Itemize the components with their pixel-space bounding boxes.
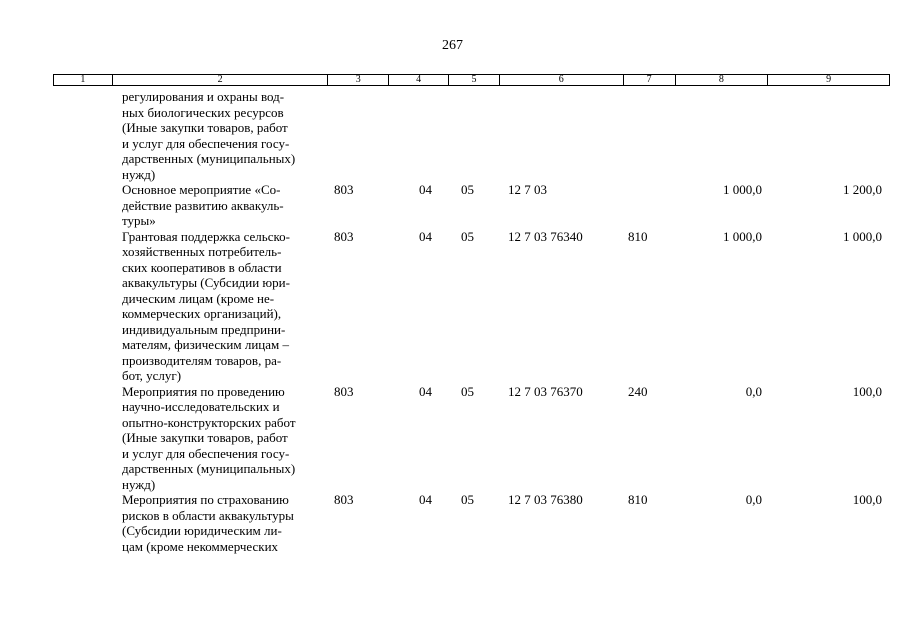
column-header-6: 6	[500, 75, 624, 85]
cell-col4	[389, 89, 449, 182]
cell-name	[112, 492, 328, 554]
cell-col4: 04	[419, 383, 432, 399]
column-header-9: 9	[826, 74, 832, 85]
name-line: дическим лицам (кроме не-	[122, 290, 275, 306]
cell-name	[112, 229, 328, 384]
column-header-4: 4	[389, 75, 449, 85]
cell-col4: 04	[419, 228, 432, 244]
name-line: действие развитию аквакуль-	[122, 197, 284, 213]
cell-col9	[769, 89, 890, 182]
cell-col5: 05	[461, 228, 474, 244]
cell-col9: 1 200,0	[843, 182, 882, 197]
table-row	[53, 229, 890, 384]
page-number: 267	[442, 38, 463, 53]
cell-col8: 1 000,0	[723, 228, 762, 244]
cell-col8	[676, 89, 769, 182]
cell-col3: 803	[334, 383, 354, 399]
name-line: Грантовая поддержка сельско-	[122, 228, 290, 244]
name-line: коммерческих организаций),	[122, 306, 282, 321]
cell-col4: 04	[419, 182, 432, 197]
cell-col1	[53, 89, 112, 182]
cell-col7	[624, 89, 676, 182]
name-line: аквакультуры (Субсидии юри-	[122, 275, 290, 290]
name-line: хозяйственных потребитель-	[122, 244, 282, 259]
name-line: опытно-конструкторских работ	[122, 414, 296, 430]
name-line: индивидуальным предприни-	[122, 321, 286, 337]
cell-name	[112, 182, 328, 229]
table-row	[53, 182, 890, 229]
name-line: Мероприятия по страхованию	[122, 492, 289, 507]
cell-col5: 05	[461, 492, 474, 507]
column-header-7: 7	[624, 75, 676, 85]
cell-col9: 100,0	[852, 492, 882, 507]
column-header-8: 8	[676, 75, 769, 85]
name-line: производителям товаров, ра-	[122, 352, 282, 368]
name-line: ских кооперативов в области	[122, 259, 282, 275]
cell-col1	[53, 384, 112, 493]
table-row	[53, 492, 890, 554]
cell-col7: 240	[628, 383, 648, 399]
cell-col5	[449, 89, 500, 182]
name-line: (Субсидии юридическим ли-	[122, 523, 282, 538]
cell-col1	[53, 229, 112, 384]
cell-col6: 12 7 03	[508, 182, 547, 197]
cell-col6: 12 7 03 76370	[508, 383, 583, 399]
cell-col3: 803	[334, 228, 354, 244]
cell-col5: 05	[461, 182, 474, 197]
name-line: и услуг для обеспечения госу-	[122, 135, 290, 151]
cell-col7: 810	[628, 492, 648, 507]
cell-col1	[53, 492, 112, 554]
name-line: Основное мероприятие «Со-	[122, 182, 281, 197]
name-line: дарственных (муниципальных)	[122, 461, 296, 476]
name-line: Мероприятия по проведению	[122, 383, 285, 399]
cell-col8: 0,0	[745, 492, 762, 507]
cell-name	[112, 384, 328, 493]
name-line: нужд)	[122, 476, 156, 492]
cell-col7	[624, 182, 676, 229]
cell-col3: 803	[334, 492, 354, 507]
name-line: дарственных (муниципальных)	[122, 151, 296, 166]
column-header-2: 2	[113, 75, 328, 85]
cell-col6: 12 7 03 76340	[508, 228, 583, 244]
column-header-3: 3	[328, 75, 389, 85]
cell-col8: 0,0	[745, 383, 762, 399]
name-line: нужд)	[122, 166, 156, 182]
name-line: научно-исследовательских и	[122, 399, 280, 414]
name-line: (Иные закупки товаров, работ	[122, 120, 288, 135]
column-header-1: 1	[54, 75, 113, 85]
name-line: цам (кроме некоммерческих	[122, 538, 279, 554]
name-line: (Иные закупки товаров, работ	[122, 430, 288, 445]
table-row	[53, 384, 890, 493]
table-body	[53, 89, 890, 554]
cell-col1	[53, 182, 112, 229]
name-line: рисков в области аквакультуры	[122, 507, 294, 523]
cell-col9: 100,0	[852, 383, 882, 399]
cell-col6	[500, 89, 624, 182]
table-header	[53, 74, 890, 86]
name-line: мателям, физическим лицам –	[122, 337, 289, 352]
name-line: бот, услуг)	[122, 368, 182, 383]
cell-col3	[328, 89, 389, 182]
cell-col6: 12 7 03 76380	[508, 492, 583, 507]
name-line: ных биологических ресурсов	[122, 104, 284, 120]
cell-col8: 1 000,0	[723, 182, 762, 197]
name-line: регулирования и охраны вод-	[122, 89, 285, 104]
cell-col4: 04	[419, 492, 432, 507]
name-line: и услуг для обеспечения госу-	[122, 445, 290, 461]
cell-col9: 1 000,0	[843, 228, 882, 244]
cell-col3: 803	[334, 182, 354, 197]
cell-name	[112, 89, 328, 182]
column-header-5: 5	[449, 75, 500, 85]
name-line: туры»	[122, 213, 156, 228]
cell-col7: 810	[628, 228, 648, 244]
cell-col5: 05	[461, 383, 474, 399]
table-row	[53, 89, 890, 182]
